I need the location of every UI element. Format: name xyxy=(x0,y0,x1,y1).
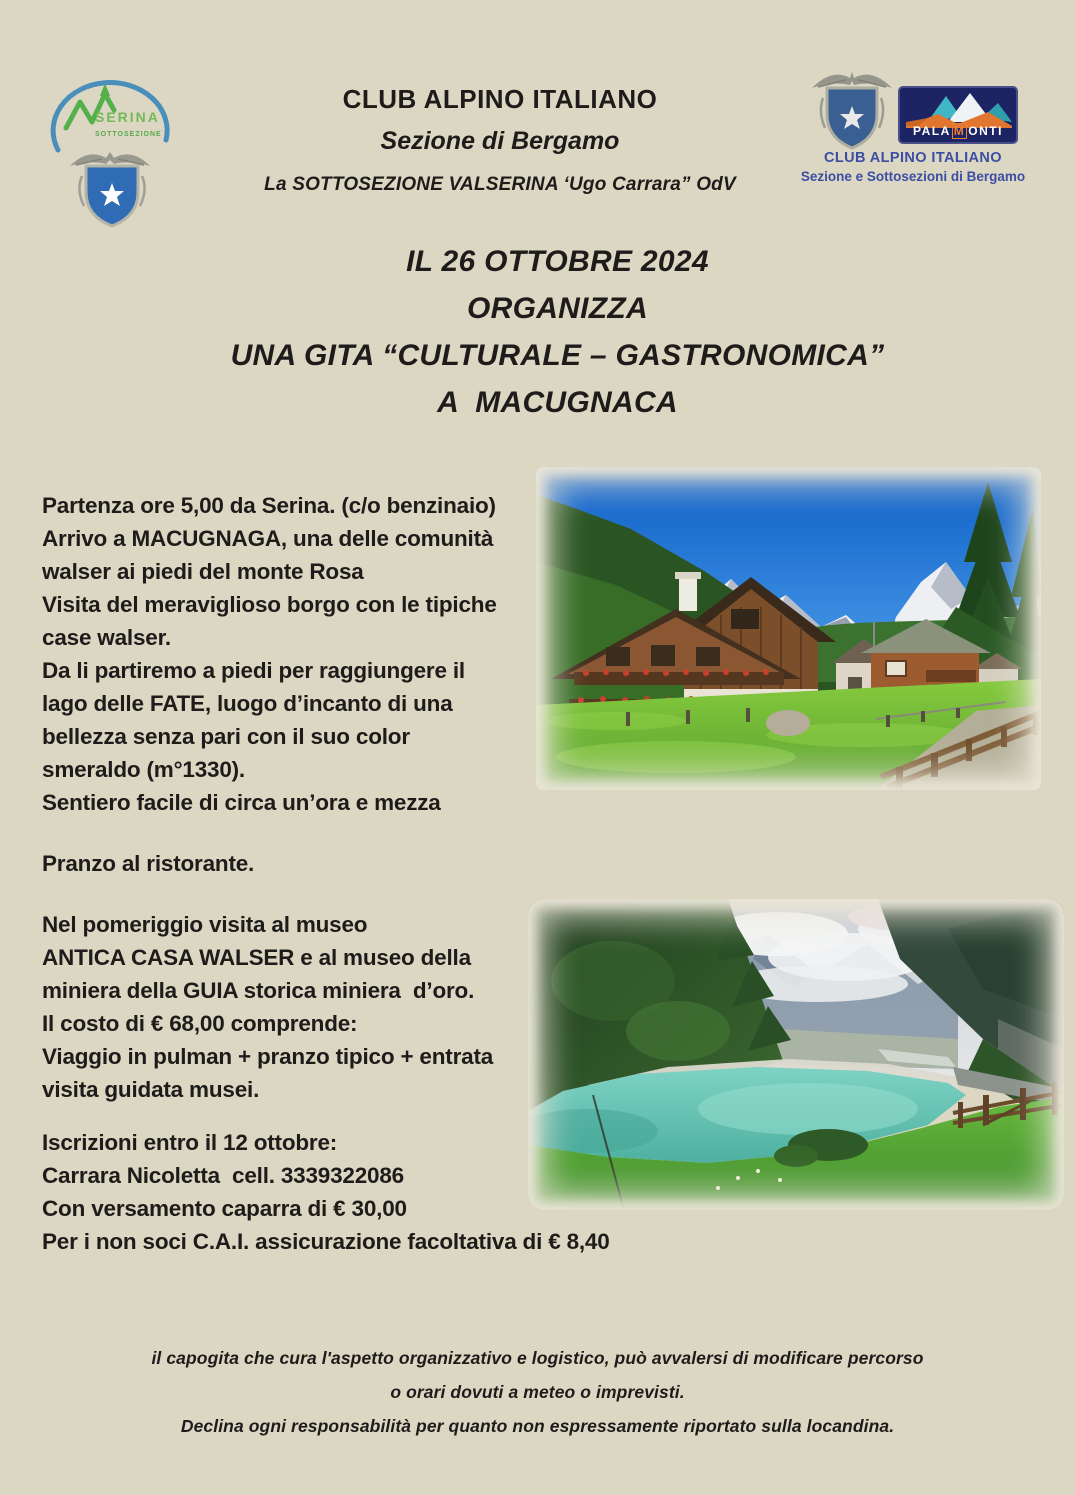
serina-logo-name: SERINA xyxy=(95,109,160,125)
body-line: Arrivo a MACUGNAGA, una delle comunità xyxy=(42,526,494,551)
village-photo-illustration xyxy=(536,467,1041,790)
body-line: Carrara Nicoletta cell. 3339322086 xyxy=(42,1163,404,1188)
body-line: lago delle FATE, luogo d’incanto di una xyxy=(42,691,453,716)
serina-logo-subname: SOTTOSEZIONE xyxy=(95,131,162,138)
body-line: Partenza ore 5,00 da Serina. (c/o benzinaio) xyxy=(42,493,496,518)
program-text xyxy=(42,489,610,1258)
body-line: Pranzo al ristorante. xyxy=(42,851,255,876)
body-line: ANTICA CASA WALSER e al museo della xyxy=(42,945,471,970)
palamonti-logo xyxy=(898,86,1018,144)
body-line: Viaggio in pulman + pranzo tipico + entrata xyxy=(42,1044,494,1069)
event-date: IL 26 OTTOBRE 2024 xyxy=(406,245,709,278)
event-title-block xyxy=(40,238,1075,426)
body-line: Nel pomeriggio visita al museo xyxy=(42,912,368,937)
body-line: walser ai piedi del monte Rosa xyxy=(42,559,364,584)
body-line: Sentiero facile di circa un’ora e mezza xyxy=(42,790,441,815)
disclaimer xyxy=(0,1341,1075,1443)
serina-eagle-icon xyxy=(70,152,150,166)
disclaimer-line2: o orari dovuti a meteo o imprevisti. xyxy=(390,1382,685,1402)
body-line: miniera della GUIA storica miniera d’oro. xyxy=(42,978,475,1003)
cai-bergamo-line2: Sezione e Sottosezioni di Bergamo xyxy=(800,169,1026,184)
disclaimer-line3: Declina ogni responsabilità per quanto non espressamente riportato sulla locandina. xyxy=(180,1416,895,1436)
cai-bergamo-caption xyxy=(788,150,1038,184)
body-line: Il costo di € 68,00 comprende: xyxy=(42,1011,358,1036)
event-organizza: ORGANIZZA xyxy=(466,292,648,325)
event-type: UNA GITA “CULTURALE – GASTRONOMICA” xyxy=(230,339,885,372)
serina-logo-icon xyxy=(42,64,182,229)
body-line: Visita del meraviglioso borgo con le tipiche xyxy=(42,592,497,617)
org-subsection: La SOTTOSEZIONE VALSERINA ‘Ugo Carrara” OdV xyxy=(264,174,736,195)
palamonti-wordmark xyxy=(900,124,1016,138)
serina-sottosezione-logo xyxy=(42,64,182,229)
body-line: case walser. xyxy=(42,625,171,650)
palamonti-text-post: ONTI xyxy=(968,124,1003,138)
event-destination: A MACUGNACA xyxy=(437,386,678,419)
body-line: smeraldo (m°1330). xyxy=(42,757,245,782)
body-line: Con versamento caparra di € 30,00 xyxy=(42,1196,407,1221)
body-line: Per i non soci C.A.I. assicurazione facoltativa di € 8,40 xyxy=(42,1229,610,1254)
lago-delle-fate-photo xyxy=(528,899,1064,1210)
body-line: Da li partiremo a piedi per raggiungere il xyxy=(42,658,465,683)
cai-bergamo-line1: CLUB ALPINO ITALIANO xyxy=(824,150,1002,166)
palamonti-mountains-icon xyxy=(900,88,1016,128)
macugnaga-village-photo xyxy=(536,467,1041,790)
palamonti-text-m: M xyxy=(953,124,966,138)
header xyxy=(180,84,820,196)
body-line: bellezza senza pari con il suo color xyxy=(42,724,410,749)
body-line: visita guidata musei. xyxy=(42,1077,260,1102)
palamonti-text-pre: PALA xyxy=(913,124,951,138)
serina-shield-icon xyxy=(79,166,144,226)
lake-photo-illustration xyxy=(528,899,1064,1210)
disclaimer-line1: il capogita che cura l'aspetto organizzativo e logistico, può avvalersi di modificare percorso xyxy=(151,1348,924,1368)
org-section: Sezione di Bergamo xyxy=(380,127,620,155)
body-line: Iscrizioni entro il 12 ottobre: xyxy=(42,1130,338,1155)
org-title: CLUB ALPINO ITALIANO xyxy=(342,84,658,114)
